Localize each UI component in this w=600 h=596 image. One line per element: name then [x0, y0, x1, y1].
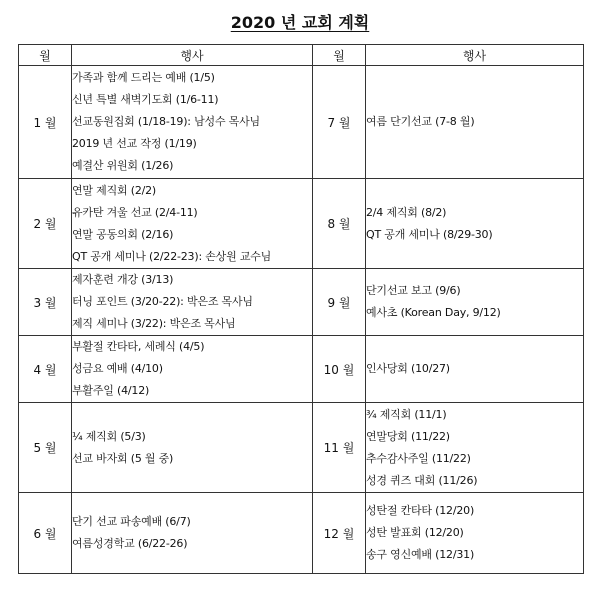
event-item: 성탄절 칸타타 (12/20) — [366, 504, 475, 517]
event-item: 여름 단기선교 (7-8 월) — [366, 115, 475, 128]
header-month-right: 월 — [313, 45, 366, 66]
event-item: ¼ 제직회 (5/3) — [72, 429, 146, 443]
month-cell-left: 1 월 — [19, 66, 72, 179]
events-cell-right — [366, 66, 584, 179]
event-item: 신년 특별 새벽기도회 (1/6-11) — [72, 93, 219, 106]
event-item: 터닝 포인트 (3/20-22): 박은조 목사님 — [72, 295, 253, 308]
event-item: 2/4 제직회 (8/2) — [366, 205, 447, 219]
page-title: 2020 년 교회 계획 — [230, 13, 370, 32]
table-row — [19, 493, 584, 574]
table-row — [19, 336, 584, 403]
event-item: 제직 세미나 (3/22): 박은조 목사님 — [72, 317, 236, 330]
month-cell-right: 8 월 — [313, 179, 366, 269]
events-cell-left — [72, 336, 313, 403]
month-cell-right: 12 월 — [313, 493, 366, 574]
events-cell-left — [72, 269, 313, 336]
events-cell-right — [366, 493, 584, 574]
month-cell-right: 9 월 — [313, 269, 366, 336]
event-item: 성경 퀴즈 대회 (11/26) — [366, 473, 478, 487]
event-item: 가족과 함께 드리는 예배 (1/5) — [72, 71, 215, 84]
event-item: 여름성경학교 (6/22-26) — [72, 537, 188, 550]
event-item: 인사당회 (10/27) — [366, 362, 450, 375]
events-cell-left — [72, 403, 313, 493]
event-item: 단기선교 보고 (9/6) — [366, 284, 461, 297]
table-header-row — [19, 45, 584, 66]
events-cell-left — [72, 493, 313, 574]
events-cell-left — [72, 66, 313, 179]
event-item: 선교동원집회 (1/18-19): 남성수 목사님 — [72, 115, 260, 128]
event-item: 성금요 예배 (4/10) — [72, 362, 163, 375]
month-cell-left: 5 월 — [19, 403, 72, 493]
header-events-left: 행사 — [72, 45, 313, 66]
month-cell-right: 7 월 — [313, 66, 366, 179]
month-cell-left: 6 월 — [19, 493, 72, 574]
events-cell-right — [366, 269, 584, 336]
event-item: 2019 년 선교 작정 (1/19) — [72, 137, 197, 150]
table-row — [19, 179, 584, 269]
event-item: 선교 바자회 (5 월 중) — [72, 451, 174, 465]
events-cell-right — [366, 179, 584, 269]
month-cell-left: 4 월 — [19, 336, 72, 403]
event-item: QT 공개 세미나 (8/29-30) — [366, 227, 493, 241]
event-item: 추수감사주일 (11/22) — [366, 451, 471, 465]
event-item: 연말 제직회 (2/2) — [72, 183, 157, 197]
events-cell-right — [366, 336, 584, 403]
table-row — [19, 269, 584, 336]
event-item: 부활절 칸타타, 세례식 (4/5) — [72, 340, 205, 353]
event-item: 연말 공동의회 (2/16) — [72, 227, 174, 241]
month-cell-right: 11 월 — [313, 403, 366, 493]
event-item: 성탄 발표회 (12/20) — [366, 526, 464, 539]
table-row — [19, 66, 584, 179]
events-cell-right — [366, 403, 584, 493]
month-cell-right: 10 월 — [313, 336, 366, 403]
schedule-body — [19, 66, 584, 574]
event-item: QT 공개 세미나 (2/22-23): 손상원 교수님 — [72, 249, 272, 263]
event-item: 유카탄 겨울 선교 (2/4-11) — [72, 205, 198, 219]
event-item: 예사초 (Korean Day, 9/12) — [366, 306, 501, 319]
events-cell-left — [72, 179, 313, 269]
event-item: 제자훈련 개강 (3/13) — [72, 273, 174, 286]
month-cell-left: 3 월 — [19, 269, 72, 336]
event-item: 송구 영신예배 (12/31) — [366, 548, 475, 561]
event-item: 부활주일 (4/12) — [72, 384, 150, 397]
event-item: ¾ 제직회 (11/1) — [366, 407, 447, 421]
header-events-right: 행사 — [366, 45, 584, 66]
event-item: 연말당회 (11/22) — [366, 429, 450, 443]
month-cell-left: 2 월 — [19, 179, 72, 269]
event-item: 예결산 위원회 (1/26) — [72, 159, 174, 172]
event-item: 단기 선교 파송예배 (6/7) — [72, 515, 191, 528]
schedule-table — [18, 44, 584, 574]
table-row — [19, 403, 584, 493]
header-month-left: 월 — [19, 45, 72, 66]
